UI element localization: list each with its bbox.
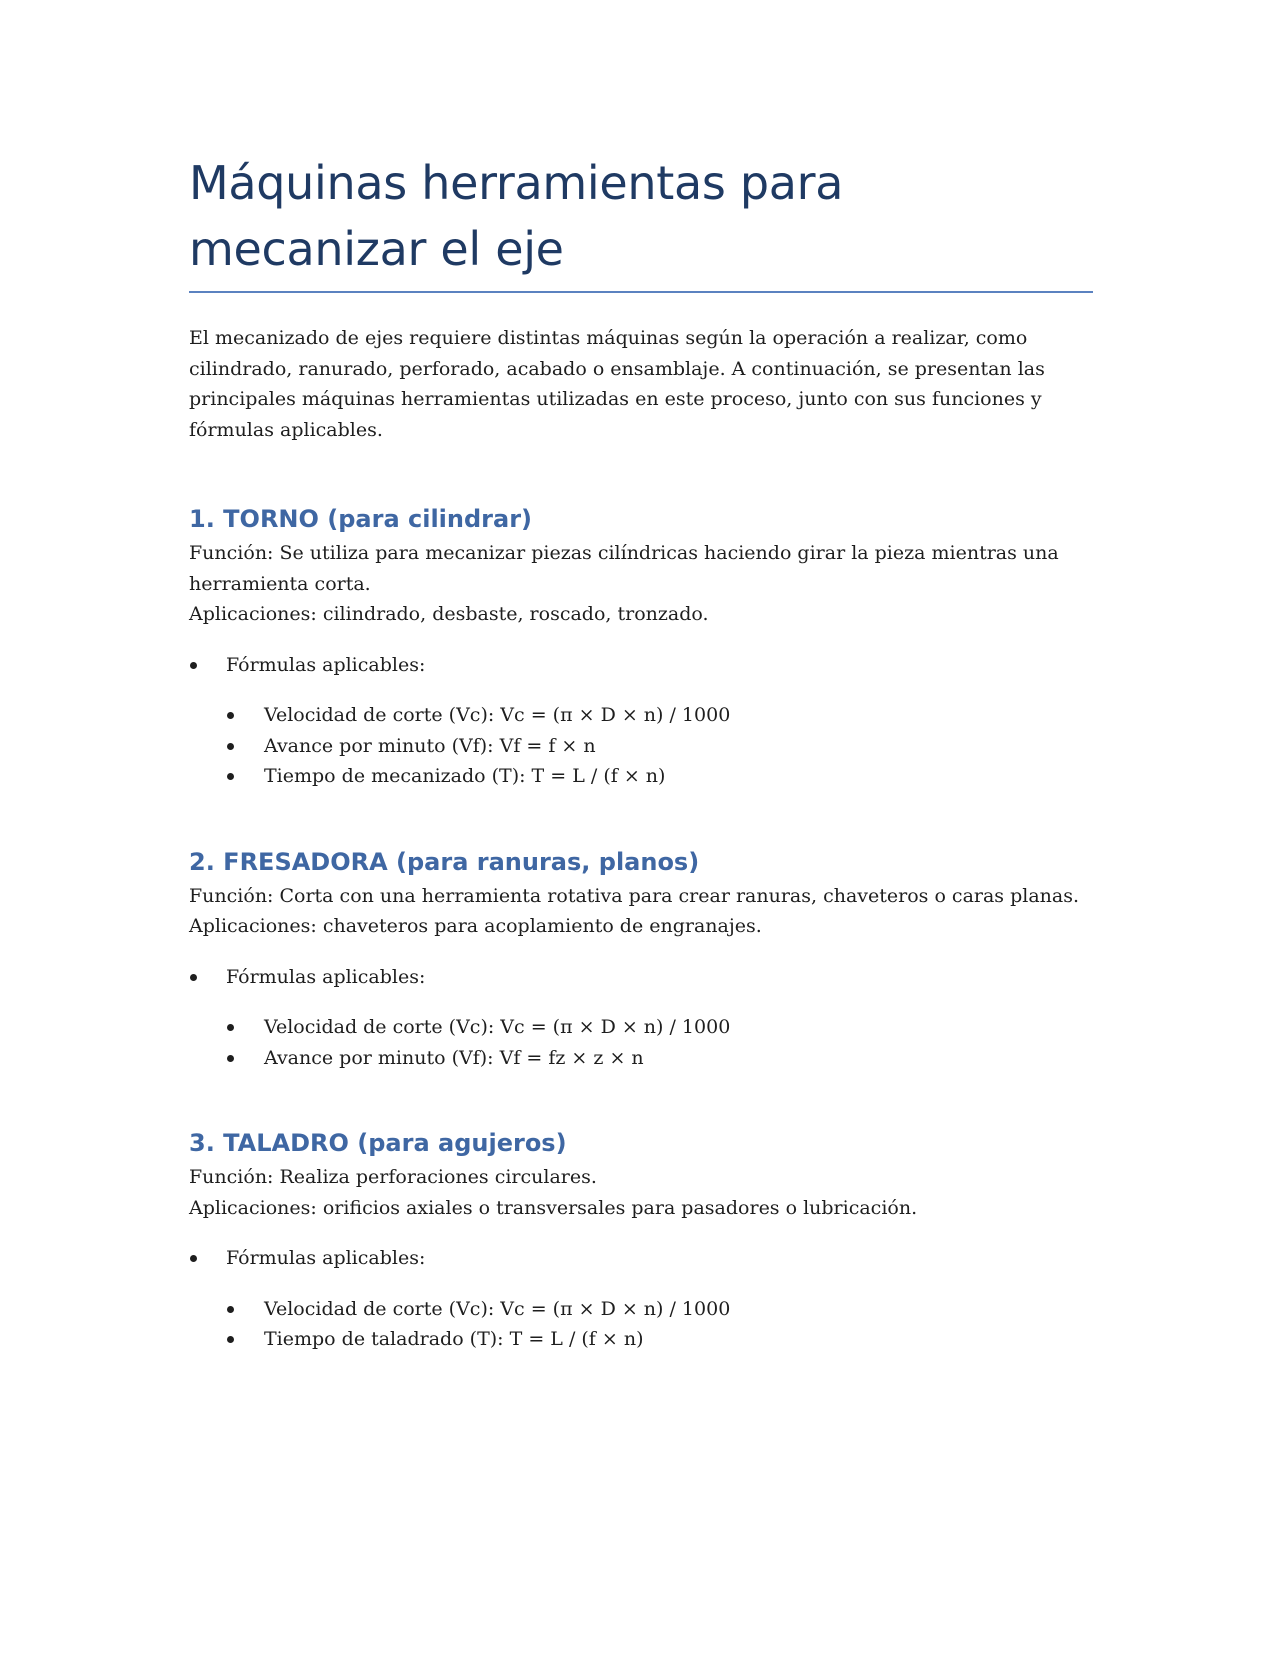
bullet-icon — [227, 1055, 234, 1062]
formulas-list-item — [189, 650, 1089, 681]
section-taladro — [189, 1128, 1089, 1355]
title-underline — [189, 291, 1093, 293]
formula-text: Velocidad de corte (Vc): Vc = (π × D × n) / 1000 — [264, 1297, 731, 1320]
bullet-icon — [227, 1024, 234, 1031]
bullet-icon — [227, 712, 234, 719]
formulas-list-item — [189, 1243, 1089, 1274]
section-function: Función: Se utiliza para mecanizar piezas cilíndricas haciendo girar la pieza mientras una herramienta corta. — [189, 542, 1059, 595]
formula-item — [189, 1043, 1089, 1074]
section-function: Función: Corta con una herramienta rotativa para crear ranuras, chaveteros o caras planas. — [189, 884, 1080, 907]
formulas-sublist — [189, 1294, 1089, 1355]
formula-text: Tiempo de mecanizado (T): T = L / (f × n) — [264, 765, 666, 787]
formula-text: Velocidad de corte (Vc): Vc = (π × D × n) / 1000 — [264, 1016, 731, 1038]
formula-text: Velocidad de corte (Vc): Vc = (π × D × n) / 1000 — [264, 704, 731, 726]
formula-item — [189, 700, 1089, 731]
bullet-icon — [227, 773, 234, 780]
formula-text: Avance por minuto (Vf): Vf = fz × z × n — [264, 1046, 644, 1069]
formula-item — [189, 1294, 1089, 1325]
section-heading: 2. FRESADORA (para ranuras, planos) — [189, 847, 700, 876]
formula-text: Tiempo de taladrado (T): T = L / (f × n) — [264, 1328, 644, 1350]
formulas-label: Fórmulas aplicables: — [226, 965, 426, 988]
formulas-sublist — [189, 1012, 1089, 1073]
section-fresadora — [189, 847, 1089, 1074]
section-applications: Aplicaciones: orificios axiales o transversales para pasadores o lubricación. — [189, 1196, 918, 1219]
document-title: Máquinas herramientas para mecanizar el eje — [189, 156, 844, 276]
bullet-icon — [190, 1255, 197, 1262]
formula-text: Avance por minuto (Vf): Vf = f × n — [264, 734, 596, 757]
formulas-list-item — [189, 962, 1089, 993]
bullet-icon — [190, 662, 197, 669]
formulas-label: Fórmulas aplicables: — [226, 653, 426, 676]
section-torno — [189, 504, 1089, 792]
formula-item — [189, 1012, 1089, 1043]
section-applications: Aplicaciones: chaveteros para acoplamiento de engranajes. — [189, 915, 762, 937]
bullet-icon — [227, 1336, 234, 1343]
formula-item — [189, 761, 1089, 792]
formulas-sublist — [189, 700, 1089, 792]
formulas-label: Fórmulas aplicables: — [226, 1247, 426, 1269]
formula-item — [189, 731, 1089, 762]
formula-item — [189, 1324, 1089, 1355]
document-page — [189, 150, 1089, 1355]
bullet-icon — [227, 743, 234, 750]
section-applications: Aplicaciones: cilindrado, desbaste, roscado, tronzado. — [189, 603, 709, 625]
bullet-icon — [190, 974, 197, 981]
section-heading: 3. TALADRO (para agujeros) — [189, 1129, 567, 1157]
intro-paragraph: El mecanizado de ejes requiere distintas máquinas según la operación a realizar, como cilindrado, ranurado, perforado, acabado o ensamblaje. A continuación, se presentan las principales máquinas herramientas utilizadas en este proceso, junto con sus funciones y fórmulas aplicables. — [189, 327, 1045, 441]
bullet-icon — [227, 1306, 234, 1313]
section-function: Función: Realiza perforaciones circulares. — [189, 1166, 597, 1188]
section-heading: 1. TORNO (para cilindrar) — [189, 505, 533, 533]
